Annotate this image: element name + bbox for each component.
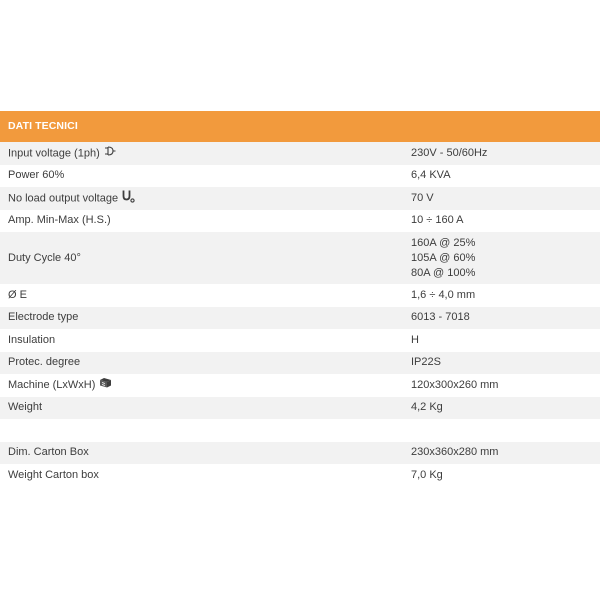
spec-label: Power 60% xyxy=(8,169,65,182)
spec-label: No load output voltage xyxy=(8,192,119,205)
spec-value: 10 ÷ 160 A xyxy=(411,214,464,227)
u0-symbol-icon xyxy=(122,189,135,208)
spec-label: Duty Cycle 40° xyxy=(8,251,81,264)
spec-value: 160A @ 25% xyxy=(411,236,476,249)
table-row xyxy=(0,442,600,465)
spec-label: Weight xyxy=(8,401,43,414)
spec-value: 230x360x280 mm xyxy=(411,446,499,459)
spec-label-cell xyxy=(0,189,402,208)
spec-value: 80A @ 100% xyxy=(411,266,476,279)
table-row xyxy=(0,397,600,420)
table-row xyxy=(0,307,600,330)
spec-value: 6013 - 7018 xyxy=(411,311,470,324)
spec-value: 230V - 50/60Hz xyxy=(411,146,488,159)
box-dimensions-icon xyxy=(99,377,112,393)
spec-label: Protec. degree xyxy=(8,356,81,369)
spec-label-cell xyxy=(0,377,402,393)
spec-value: 4,2 Kg xyxy=(411,401,443,414)
spec-label: Weight Carton box xyxy=(8,468,99,481)
spec-value: 105A @ 60% xyxy=(411,251,476,264)
table-header-title: DATI TECNICI xyxy=(0,111,600,142)
spec-value: 120x300x260 mm xyxy=(411,378,499,391)
spec-value: 7,0 Kg xyxy=(411,468,443,481)
spec-value: 6,4 KVA xyxy=(411,169,451,182)
plug-icon xyxy=(104,146,116,161)
spec-label: Dim. Carton Box xyxy=(8,446,89,459)
table-row xyxy=(0,284,600,307)
technical-data-table xyxy=(0,111,600,487)
table-row xyxy=(0,374,600,397)
table-row xyxy=(0,352,600,375)
spec-value-list xyxy=(402,236,600,281)
spec-label: Ø E xyxy=(8,288,27,301)
table-row xyxy=(0,329,600,352)
table-row xyxy=(0,165,600,188)
table-row xyxy=(0,232,600,284)
spec-value: 1,6 ÷ 4,0 mm xyxy=(411,288,476,301)
table-row xyxy=(0,210,600,233)
spec-value: 70 V xyxy=(411,191,434,204)
spec-label: Amp. Min-Max (H.S.) xyxy=(8,214,111,227)
table-row xyxy=(0,142,600,165)
table-row xyxy=(0,464,600,487)
table-row xyxy=(0,187,600,210)
spec-value: IP22S xyxy=(411,356,441,369)
spec-label: Machine (LxWxH) xyxy=(8,379,96,392)
spec-label: Input voltage (1ph) xyxy=(8,146,100,159)
spec-value: H xyxy=(411,333,419,346)
spec-label: Insulation xyxy=(8,333,56,346)
spec-label-cell xyxy=(0,146,402,161)
table-row-spacer xyxy=(0,419,600,442)
spec-label: Electrode type xyxy=(8,311,79,324)
